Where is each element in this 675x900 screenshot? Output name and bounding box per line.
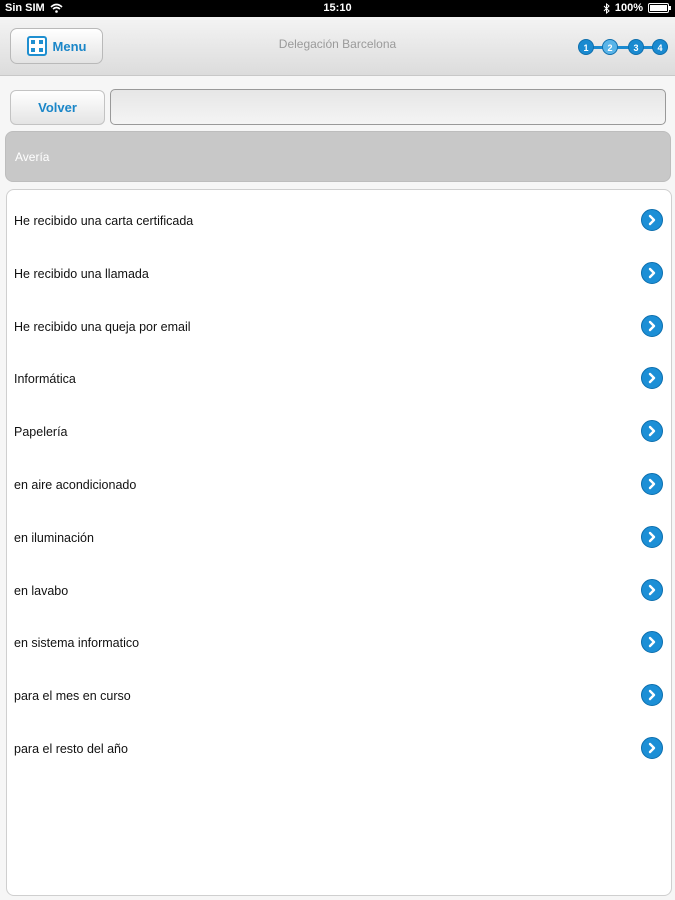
menu-button-label: Menu (52, 38, 87, 54)
options-list (6, 189, 672, 896)
step-indicator (578, 39, 668, 55)
list-item-label: He recibido una llamada (14, 266, 149, 281)
list-item[interactable] (7, 509, 671, 562)
chevron-right-icon[interactable] (641, 631, 663, 653)
list-item[interactable] (7, 403, 671, 456)
list-item-label: He recibido una carta certificada (14, 214, 194, 228)
status-bar (0, 0, 675, 17)
status-time: 15:10 (323, 2, 352, 14)
status-right (603, 2, 669, 14)
list-item-label: Papelería (14, 425, 68, 440)
list-item[interactable] (7, 245, 671, 298)
list-item-label: Informática (14, 372, 76, 387)
list-item[interactable] (7, 667, 671, 720)
chevron-right-icon[interactable] (641, 420, 663, 442)
list-item[interactable] (7, 192, 671, 245)
chevron-right-icon[interactable] (641, 315, 663, 337)
list-item-label: en sistema informatico (14, 636, 140, 651)
chevron-right-icon[interactable] (641, 579, 663, 601)
battery-icon (648, 3, 669, 13)
list-item[interactable] (7, 562, 671, 615)
navigation-bar (0, 17, 675, 76)
chevron-right-icon[interactable] (641, 737, 663, 759)
chevron-right-icon[interactable] (641, 473, 663, 495)
back-button[interactable]: Volver (10, 90, 105, 125)
list-item[interactable] (7, 614, 671, 667)
list-item-label: para el resto del año (14, 742, 128, 756)
list-item-label: en aire acondicionado (14, 478, 137, 492)
category-header: Avería (5, 131, 671, 182)
list-item-label: He recibido una queja por email (14, 319, 191, 334)
list-item[interactable] (7, 350, 671, 403)
chevron-right-icon[interactable] (641, 262, 663, 284)
list-item-label: en lavabo (14, 583, 69, 598)
list-item[interactable] (7, 456, 671, 509)
step-3: 3 (628, 39, 644, 55)
battery-percent: 100% (614, 2, 643, 14)
search-input[interactable] (110, 89, 666, 125)
carrier-label: Sin SIM (5, 2, 45, 14)
list-item-label: para el mes en curso (14, 689, 131, 704)
list-item[interactable] (7, 298, 671, 351)
page-title: Delegación Barcelona (278, 37, 397, 51)
step-1: 1 (578, 39, 594, 55)
bluetooth-icon (603, 3, 610, 14)
chevron-right-icon[interactable] (641, 367, 663, 389)
chevron-right-icon[interactable] (641, 684, 663, 706)
step-4: 4 (652, 39, 668, 55)
battery-fill (650, 5, 667, 11)
step-2: 2 (602, 39, 618, 55)
list-item-label: en iluminación (14, 530, 94, 545)
list-item[interactable] (7, 720, 671, 773)
chevron-right-icon[interactable] (641, 526, 663, 548)
chevron-right-icon[interactable] (641, 209, 663, 231)
